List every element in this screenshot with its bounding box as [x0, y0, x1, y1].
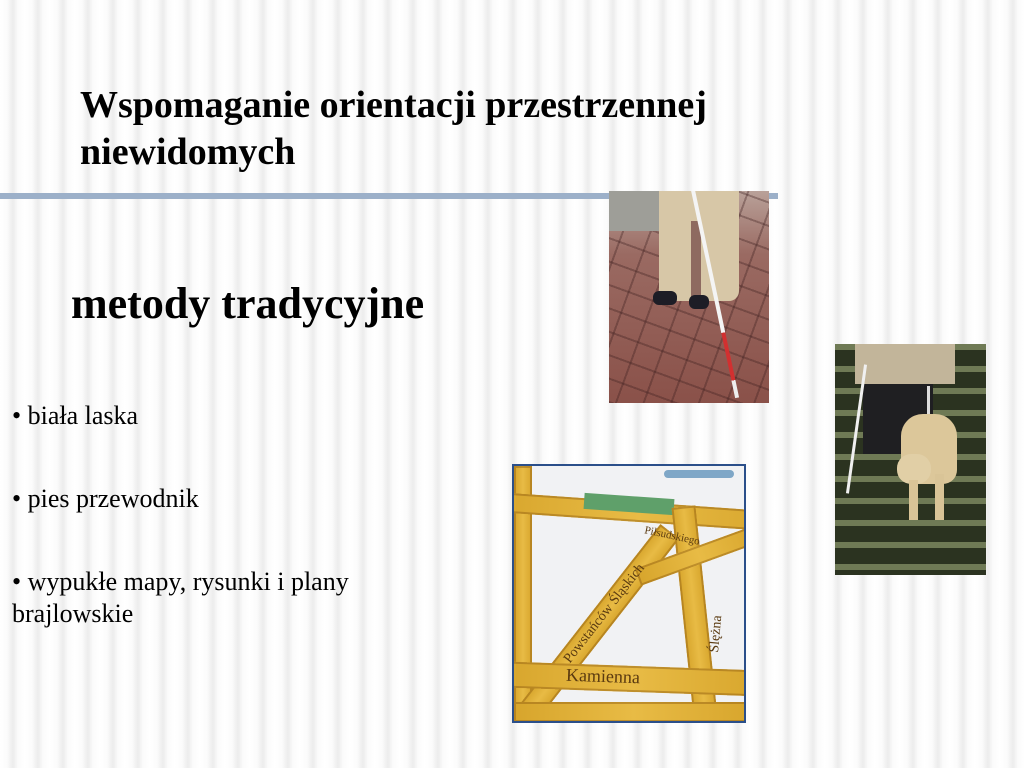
map-label-powstancow: Powstańców Śląskich	[561, 561, 648, 667]
bullet-list	[12, 400, 482, 630]
tactile-map-photo	[512, 464, 746, 723]
bullet-text: • wypukłe mapy, rysunki i plany	[12, 567, 349, 596]
slide-title-line-2: niewidomych	[80, 131, 296, 173]
map-river	[664, 470, 734, 478]
photo-right-shoe	[689, 295, 709, 309]
bullet-item-white-cane	[12, 400, 482, 432]
slide-title-line-1: Wspomaganie orientacji przestrzennej	[80, 84, 707, 126]
photo-dog-leg	[935, 474, 944, 520]
bullet-item-guide-dog	[12, 483, 482, 515]
bullet-text: • pies przewodnik	[12, 484, 199, 513]
map-street	[514, 702, 746, 722]
photo-left-shoe	[653, 291, 677, 305]
bullet-item-tactile-maps	[12, 566, 482, 630]
map-label-pilsudskiego: Piłsudskiego	[643, 524, 701, 548]
guide-dog-photo	[835, 344, 986, 575]
slide-title	[80, 82, 880, 176]
photo-dog-leg	[909, 480, 918, 520]
photo-person-coat	[855, 344, 955, 384]
map-label-kamienna: Kamienna	[565, 664, 641, 688]
photo-wall	[609, 191, 659, 231]
bullet-text-continuation: brajlowskie	[12, 599, 134, 628]
section-heading: metody tradycyjne	[71, 279, 425, 328]
map-label-slezna: Ślężna	[707, 614, 726, 654]
white-cane-photo	[609, 191, 769, 403]
bullet-text: • biała laska	[12, 401, 139, 430]
